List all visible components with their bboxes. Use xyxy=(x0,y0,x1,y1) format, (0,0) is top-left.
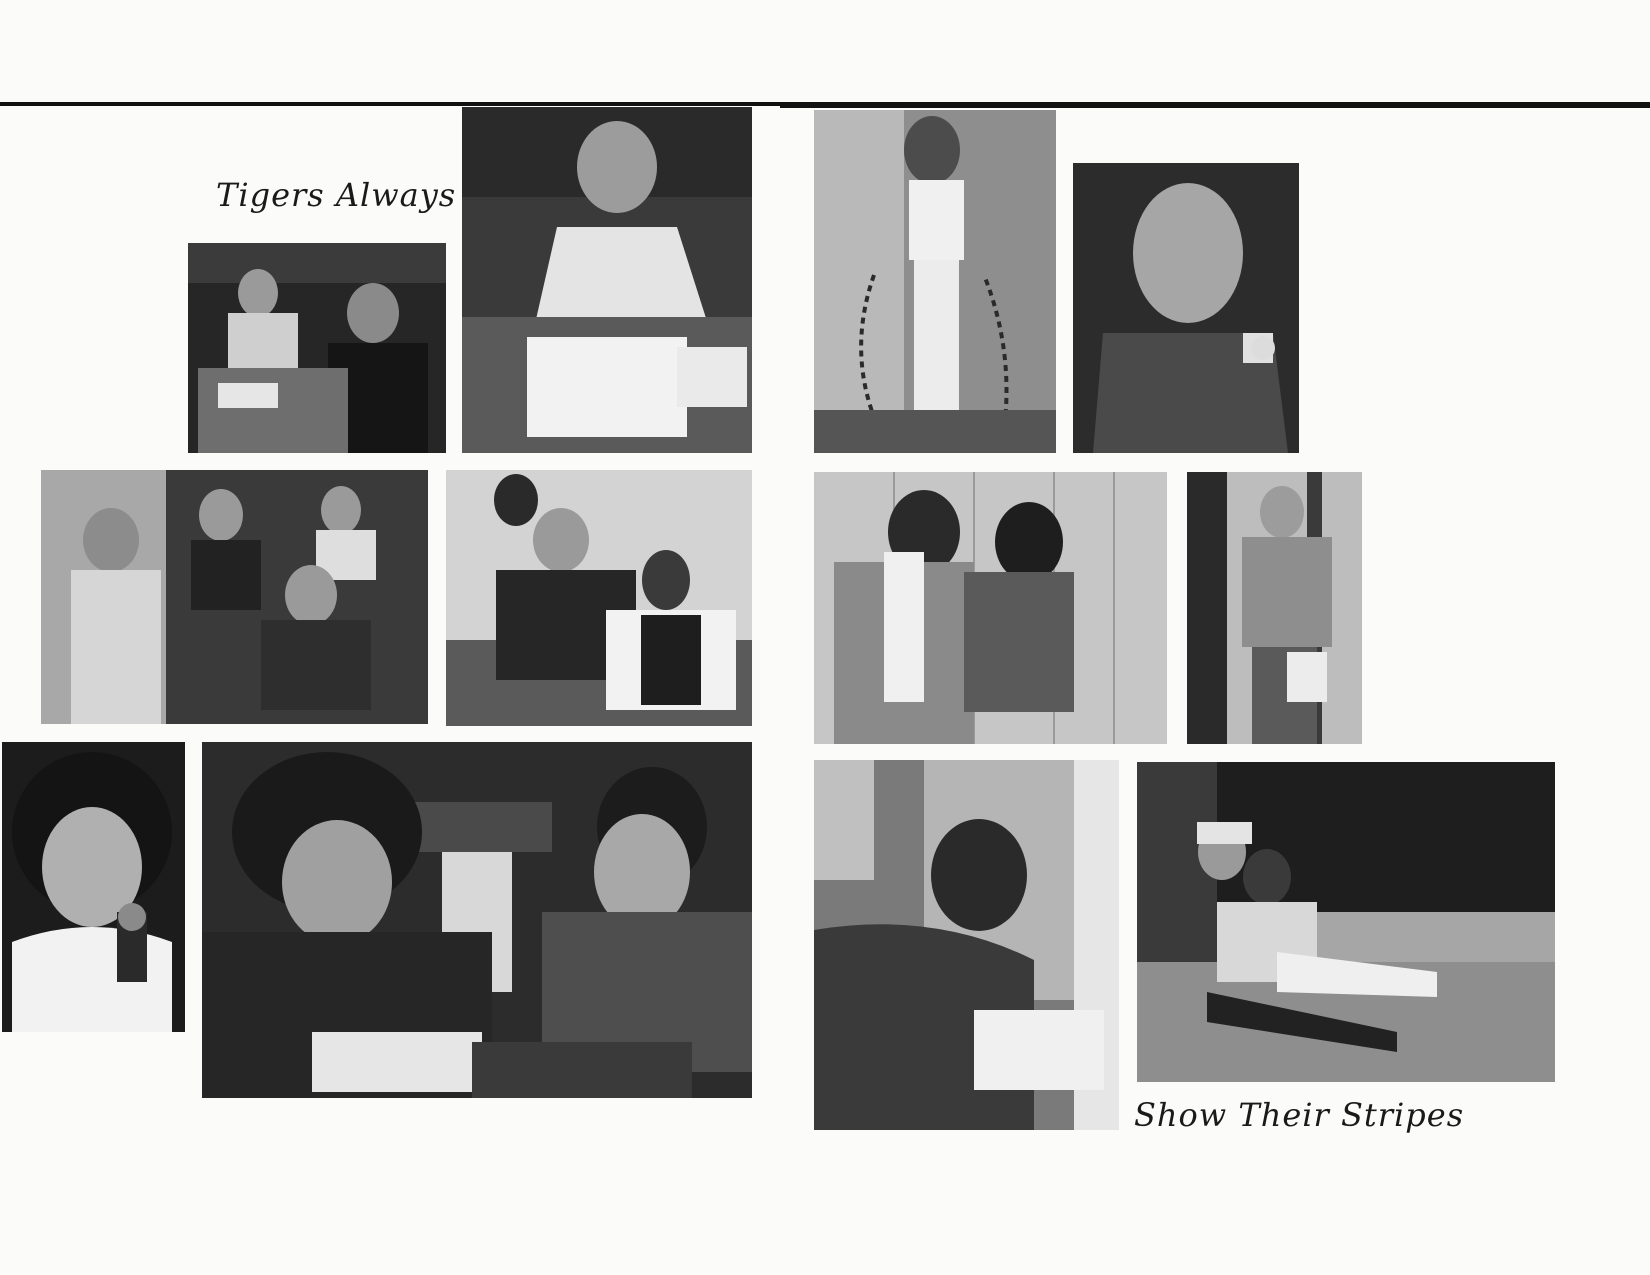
photo-couple-sitting-outside xyxy=(1137,762,1555,1082)
photo-students-at-desks xyxy=(446,470,752,726)
photo-teacher-with-microphone xyxy=(2,742,185,1032)
photo-students-at-lockers xyxy=(814,472,1167,744)
photo-student-drawing xyxy=(462,107,752,453)
caption-tigers-always: Tigers Always xyxy=(216,176,457,214)
caption-show-their-stripes: Show Their Stripes xyxy=(1134,1096,1465,1134)
photo-coach-speaking xyxy=(1073,163,1299,453)
photo-student-in-hallway xyxy=(1187,472,1362,744)
photo-chemistry-lab xyxy=(202,742,752,1098)
top-rule-right xyxy=(780,103,1650,108)
photo-jump-rope-girl xyxy=(814,110,1056,453)
photo-students-on-bleachers xyxy=(41,470,428,724)
photo-football-player-smiling xyxy=(814,760,1119,1130)
photo-typing-class xyxy=(188,243,446,453)
